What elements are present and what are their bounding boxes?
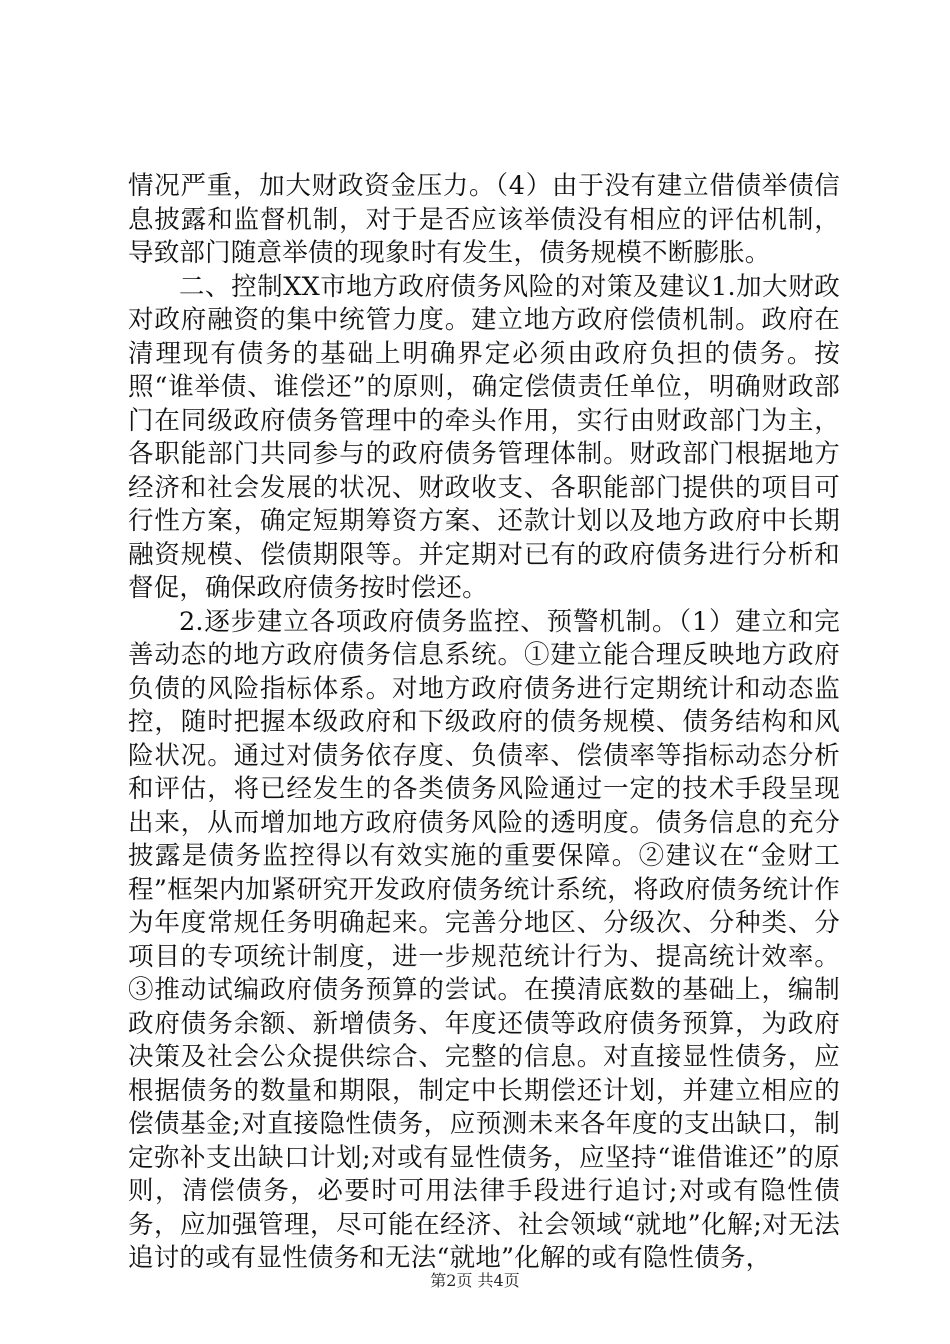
document-body <box>128 170 840 1276</box>
paragraph-section-two: 二、控制XX市地方政府债务风险的对策及建议1.加大财政对政府融资的集中统管力度。建立地方政府偿债机制。政府在清理现有债务的基础上明确界定必须由政府负担的债务。按照“谁举债、谁偿还”的原则，确定偿债责任单位，明确财政部门在同级政府债务管理中的牵头作用，实行由财政部门为主，各职能部门共同参与的政府债务管理体制。财政部门根据地方经济和社会发展的状况、财政收支、各职能部门提供的项目可行性方案，确定短期筹资方案、还款计划以及地方政府中长期融资规模、偿债期限等。并定期对已有的政府债务进行分析和督促，确保政府债务按时偿还。 <box>128 271 840 603</box>
paragraph-continuation: 情况严重，加大财政资金压力。（4）由于没有建立借债举债信息披露和监督机制，对于是否应该举债没有相应的评估机制，导致部门随意举债的现象时有发生，债务规模不断膨胀。 <box>128 171 840 268</box>
paragraph-monitoring: 2.逐步建立各项政府债务监控、预警机制。（1）建立和完善动态的地方政府债务信息系统。①建立能合理反映地方政府负债的风险指标体系。对地方政府债务进行定期统计和动态监控，随时把握本级政府和下级政府的债务规模、债务结构和风险状况。通过对债务依存度、负债率、偿债率等指标动态分析和评估，将已经发生的各类债务风险通过一定的技术手段呈现出来，从而增加地方政府债务风险的透明度。债务信息的充分披露是债务监控得以有效实施的重要保障。②建议在“金财工程”框架内加紧研究开发政府债务统计系统，将政府债务统计作为年度常规任务明确起来。完善分地区、分级次、分种类、分项目的专项统计制度，进一步规范统计行为、提高统计效率。③推动试编政府债务预算的尝试。在摸清底数的基础上，编制政府债务余额、新增债务、年度还债等政府债务预算，为政府决策及社会公众提供综合、完整的信息。对直接显性债务，应根据债务的数量和期限，制定中长期偿还计划，并建立相应的偿债基金;对直接隐性债务，应预测未来各年度的支出缺口，制定弥补支出缺口计划;对或有显性债务，应坚持“谁借谁还”的原则，清偿债务，必要时可用法律手段进行追讨;对或有隐性债务，应加强管理，尽可能在经济、社会领域“就地”化解;对无法追讨的或有显性债务和无法“就地”化解的或有隐性债务， <box>128 606 840 1273</box>
page-footer: 第2页 共4页 <box>430 1271 520 1290</box>
